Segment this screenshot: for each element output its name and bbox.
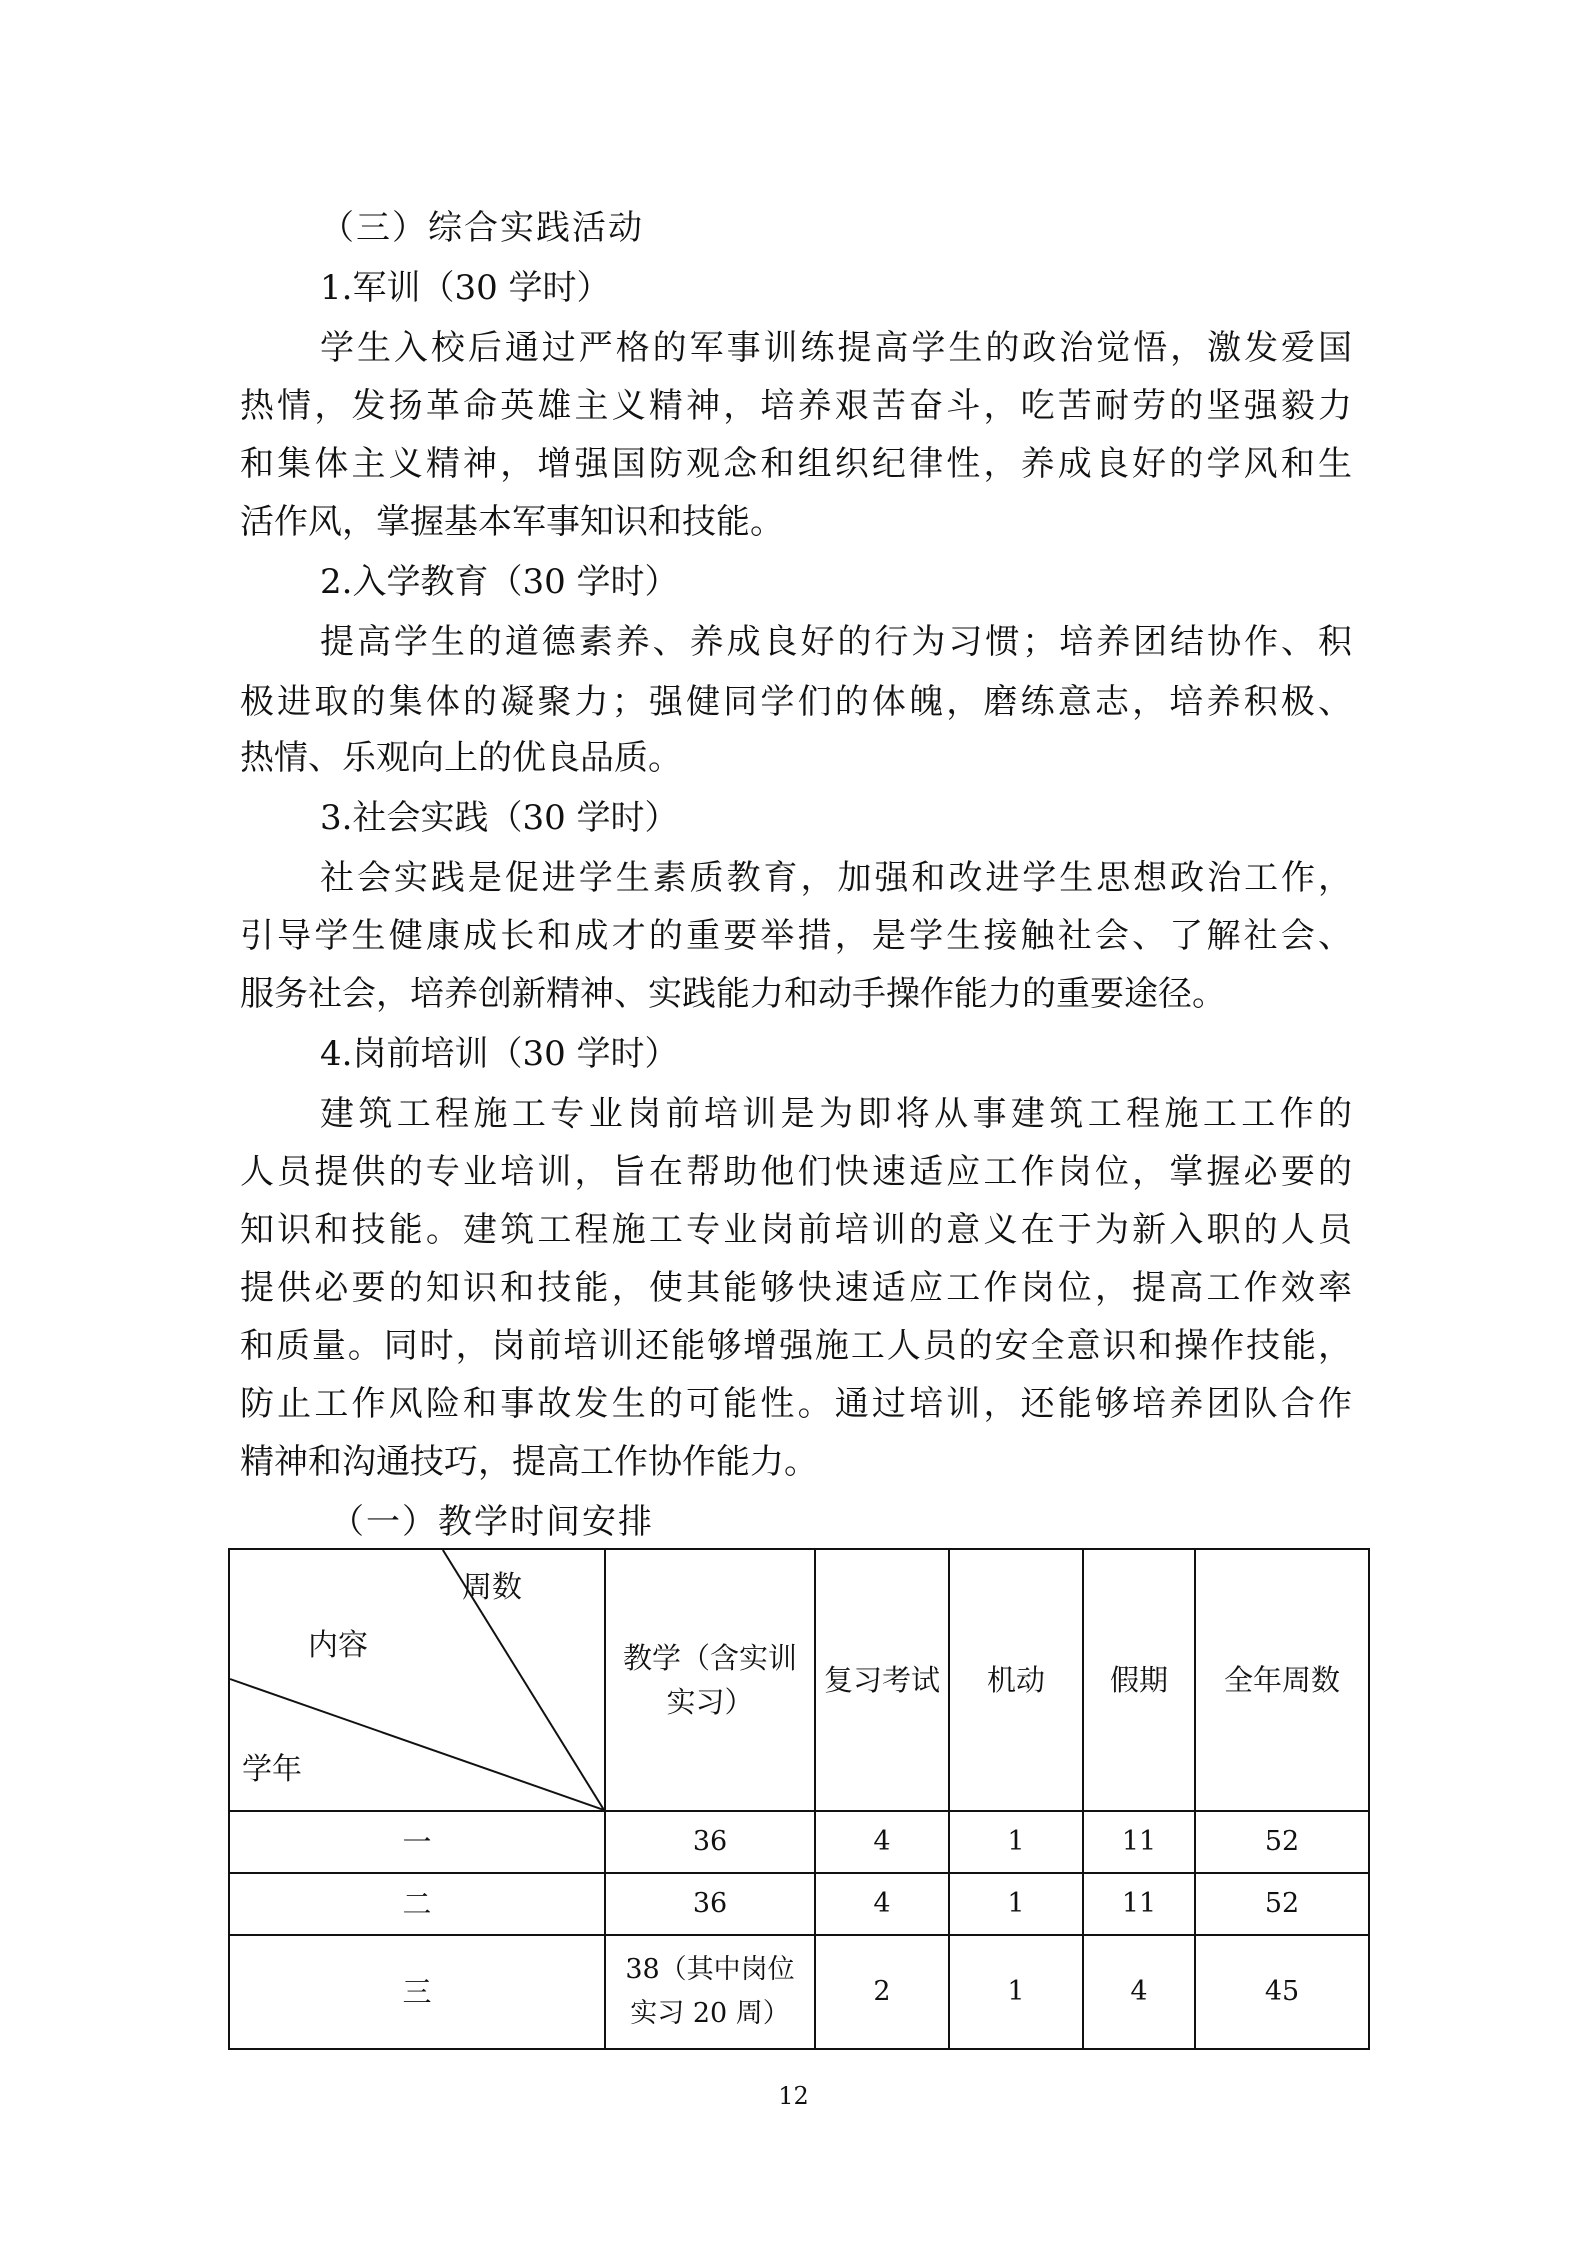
- paragraph-line: 建筑工程施工专业岗前培训是为即将从事建筑工程施工工作的: [320, 1094, 1352, 1134]
- section-heading: （三）综合实践活动: [320, 208, 644, 248]
- item-title: 2.入学教育（30 学时）: [320, 562, 679, 602]
- paragraph-line: 热情，发扬革命英雄主义精神，培养艰苦奋斗，吃苦耐劳的坚强毅力: [240, 386, 1352, 426]
- item-title: 4.岗前培训（30 学时）: [320, 1034, 679, 1074]
- cell-flex: 1: [949, 1935, 1083, 2049]
- table-row: [229, 1873, 1369, 1935]
- item-title: 3.社会实践（30 学时）: [320, 798, 679, 838]
- cell-year: 一: [229, 1811, 605, 1873]
- cell-total: 52: [1195, 1811, 1369, 1873]
- header-holiday: 假期: [1083, 1549, 1195, 1811]
- table-row: [229, 1811, 1369, 1873]
- schedule-table: [228, 1548, 1370, 2050]
- paragraph-line: 人员提供的专业培训，旨在帮助他们快速适应工作岗位，掌握必要的: [240, 1152, 1352, 1192]
- paragraph-line: 提供必要的知识和技能，使其能够快速适应工作岗位，提高工作效率: [240, 1268, 1352, 1308]
- corner-label-year: 学年: [242, 1752, 302, 1787]
- paragraph-line: 极进取的集体的凝聚力；强健同学们的体魄，磨练意志，培养积极、: [240, 682, 1352, 722]
- paragraph-line: 引导学生健康成长和成才的重要举措，是学生接触社会、了解社会、: [240, 916, 1352, 956]
- cell-holiday: 11: [1083, 1811, 1195, 1873]
- paragraph-line: 热情、乐观向上的优良品质。: [240, 738, 682, 778]
- header-total: 全年周数: [1195, 1549, 1369, 1811]
- cell-teaching: 36: [605, 1811, 815, 1873]
- cell-flex: 1: [949, 1873, 1083, 1935]
- paragraph-line: 防止工作风险和事故发生的可能性。通过培训，还能够培养团队合作: [240, 1384, 1352, 1424]
- cell-year: 二: [229, 1873, 605, 1935]
- cell-exam: 4: [815, 1873, 949, 1935]
- corner-label-content: 内容: [308, 1628, 368, 1663]
- cell-teaching: 36: [605, 1873, 815, 1935]
- table-header-row: [229, 1549, 1369, 1811]
- cell-holiday: 11: [1083, 1873, 1195, 1935]
- diagonal-header-cell: [229, 1549, 605, 1811]
- cell-teaching: 38（其中岗位实习 20 周）: [605, 1935, 815, 2049]
- item-title: 1.军训（30 学时）: [320, 268, 611, 308]
- table-row: [229, 1935, 1369, 2049]
- cell-exam: 2: [815, 1935, 949, 2049]
- paragraph-line: 精神和沟通技巧，提高工作协作能力。: [240, 1442, 818, 1482]
- paragraph-line: 知识和技能。建筑工程施工专业岗前培训的意义在于为新入职的人员: [240, 1210, 1352, 1250]
- cell-total: 52: [1195, 1873, 1369, 1935]
- cell-exam: 4: [815, 1811, 949, 1873]
- cell-year: 三: [229, 1935, 605, 2049]
- header-flex: 机动: [949, 1549, 1083, 1811]
- corner-label-weeks: 周数: [462, 1570, 522, 1605]
- cell-total: 45: [1195, 1935, 1369, 2049]
- paragraph-line: 和质量。同时，岗前培训还能够增强施工人员的安全意识和操作技能，: [240, 1326, 1352, 1366]
- paragraph-line: 社会实践是促进学生素质教育，加强和改进学生思想政治工作，: [320, 858, 1352, 898]
- paragraph-line: 学生入校后通过严格的军事训练提高学生的政治觉悟，激发爱国: [320, 328, 1352, 368]
- paragraph-line: 服务社会，培养创新精神、实践能力和动手操作能力的重要途径。: [240, 974, 1226, 1014]
- section-heading: （一）教学时间安排: [330, 1502, 654, 1542]
- paragraph-line: 活作风，掌握基本军事知识和技能。: [240, 502, 784, 542]
- header-teaching: 教学（含实训实习）: [605, 1549, 815, 1811]
- paragraph-line: 提高学生的道德素养、养成良好的行为习惯；培养团结协作、积: [320, 622, 1352, 662]
- cell-flex: 1: [949, 1811, 1083, 1873]
- paragraph-line: 和集体主义精神，增强国防观念和组织纪律性，养成良好的学风和生: [240, 444, 1352, 484]
- cell-holiday: 4: [1083, 1935, 1195, 2049]
- page-number: 12: [778, 2082, 809, 2110]
- header-exam: 复习考试: [815, 1549, 949, 1811]
